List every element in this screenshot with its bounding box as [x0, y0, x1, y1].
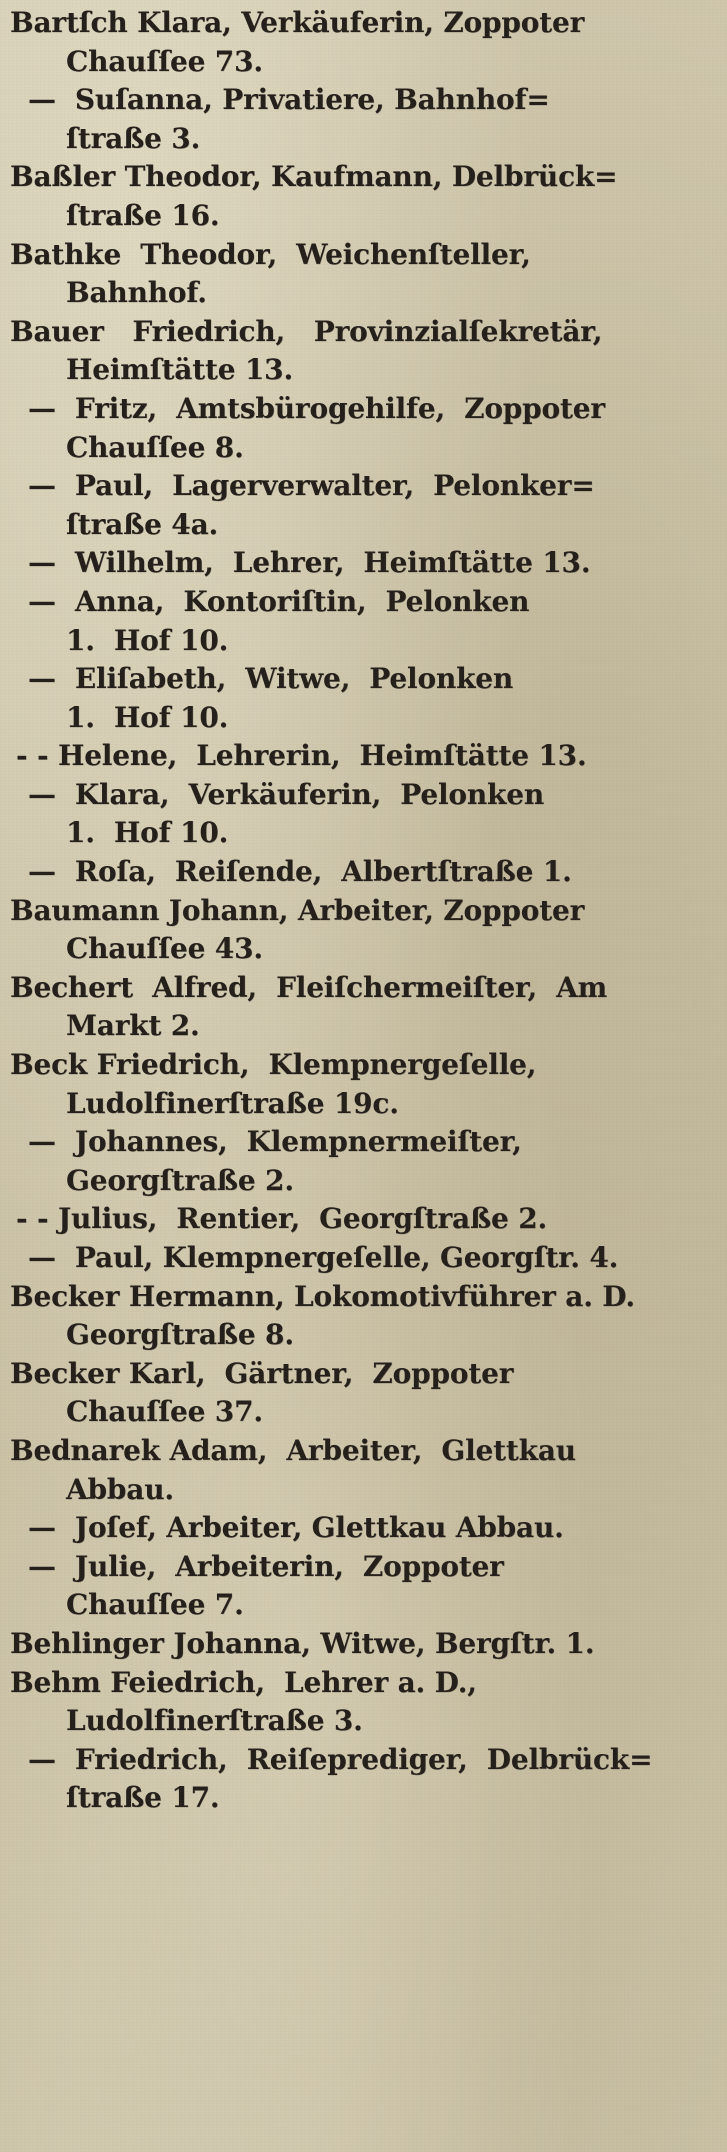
entry-line: - - Helene, Lehrerin, Heimſtätte 13.: [16, 739, 587, 773]
entry-line: — Joſef, Arbeiter, Glettkau Abbau.: [28, 1511, 564, 1545]
entry-line: ſtraße 4a.: [66, 507, 219, 541]
entry-line: Bauer Friedrich, Provinzialſekretär,: [10, 314, 603, 348]
directory-entry: [10, 390, 717, 467]
directory-entry: [10, 4, 717, 81]
directory-entry: [10, 969, 717, 1046]
directory-entry: [10, 1664, 717, 1741]
entry-line: Georgſtraße 8.: [66, 1318, 294, 1352]
entry-line: Chauſſee 7.: [66, 1588, 244, 1622]
entry-line: Chauſſee 73.: [66, 44, 263, 78]
directory-entry: [10, 1278, 717, 1355]
directory-entry: [10, 853, 717, 892]
entry-line: — Eliſabeth, Witwe, Pelonken: [28, 662, 514, 696]
entry-line: — Friedrich, Reiſeprediger, Delbrück=: [28, 1742, 653, 1776]
entry-line: Baßler Theodor, Kaufmann, Delbrück=: [10, 160, 618, 194]
directory-entry: [10, 1200, 717, 1239]
entry-line: ſtraße 17.: [66, 1781, 220, 1815]
directory-entry: [10, 1509, 717, 1548]
entry-line: Beck Friedrich, Klempnergeſelle,: [10, 1048, 537, 1082]
entry-line: Becker Hermann, Lokomotivführer a. D.: [10, 1279, 635, 1313]
entry-line: — Klara, Verkäuferin, Pelonken: [28, 777, 544, 811]
directory-entry: [10, 737, 717, 776]
entry-line: Chauſſee 37.: [66, 1395, 263, 1429]
entry-line: — Paul, Klempnergeſelle, Georgſtr. 4.: [28, 1241, 619, 1274]
entry-line: 1. Hof 10.: [66, 623, 229, 657]
entry-line: — Johannes, Klempnermeiſter,: [28, 1125, 522, 1159]
directory-entry: [10, 1046, 717, 1123]
entry-line: Chauſſee 8.: [66, 430, 244, 464]
directory-entry: [10, 544, 717, 583]
entry-line: Abbau.: [66, 1472, 174, 1506]
entry-line: Behlinger Johanna, Witwe, Bergſtr. 1.: [10, 1626, 595, 1660]
directory-entry: [10, 1625, 717, 1664]
directory-entry: [10, 158, 717, 235]
entry-line: Chauſſee 43.: [66, 932, 263, 966]
directory-entry: [10, 236, 717, 313]
directory-entry: [10, 313, 717, 390]
entry-line: — Suſanna, Privatiere, Bahnhof=: [28, 83, 550, 117]
directory-entry: [10, 1355, 717, 1432]
directory-entry: [10, 81, 717, 158]
entry-line: Behm Feiedrich, Lehrer a. D.,: [10, 1665, 477, 1699]
entry-line: Bechert Alfred, Fleiſchermeiſter, Am: [10, 970, 608, 1004]
entry-line: — Paul, Lagerverwalter, Pelonker=: [28, 469, 595, 503]
directory-entry: [10, 583, 717, 660]
entry-line: Ludolfinerſtraße 3.: [66, 1704, 363, 1738]
directory-entry: [10, 1432, 717, 1509]
directory-entry: [10, 892, 717, 969]
entry-line: — Julie, Arbeiterin, Zoppoter: [28, 1549, 504, 1583]
directory-entry: [10, 467, 717, 544]
directory-entry: [10, 1123, 717, 1200]
entry-line: 1. Hof 10.: [66, 700, 229, 734]
directory-entry: [10, 1239, 717, 1278]
entry-line: Heimſtätte 13.: [66, 353, 293, 387]
entry-line: ſtraße 3.: [66, 121, 201, 155]
entry-line: Bathke Theodor, Weichenſteller,: [10, 237, 531, 271]
entry-line: — Wilhelm, Lehrer, Heimſtätte 13.: [28, 546, 591, 580]
entry-line: - - Julius, Rentier, Georgſtraße 2.: [16, 1202, 548, 1236]
entry-line: Bahnhof.: [66, 276, 207, 310]
directory-entry: [10, 660, 717, 737]
entry-line: Baumann Johann, Arbeiter, Zoppoter: [10, 893, 585, 927]
entry-line: — Roſa, Reiſende, Albertſtraße 1.: [28, 855, 572, 889]
directory-entry: [10, 1548, 717, 1625]
entry-line: Bednarek Adam, Arbeiter, Glettkau: [10, 1433, 576, 1467]
entry-line: — Anna, Kontoriſtin, Pelonken: [28, 584, 530, 618]
entry-line: Markt 2.: [66, 1009, 200, 1043]
entry-line: ſtraße 16.: [66, 198, 220, 232]
directory-entry: [10, 776, 717, 853]
entry-line: — Fritz, Amtsbürogehilfe, Zoppoter: [28, 391, 605, 425]
entry-line: 1. Hof 10.: [66, 816, 229, 850]
entry-line: Ludolfinerſtraße 19c.: [66, 1086, 399, 1120]
directory-entry: [10, 1741, 717, 1818]
entry-line: Bartſch Klara, Verkäuferin, Zoppoter: [10, 6, 585, 39]
entry-line: Georgſtraße 2.: [66, 1163, 294, 1197]
entry-line: Becker Karl, Gärtner, Zoppoter: [10, 1356, 514, 1390]
